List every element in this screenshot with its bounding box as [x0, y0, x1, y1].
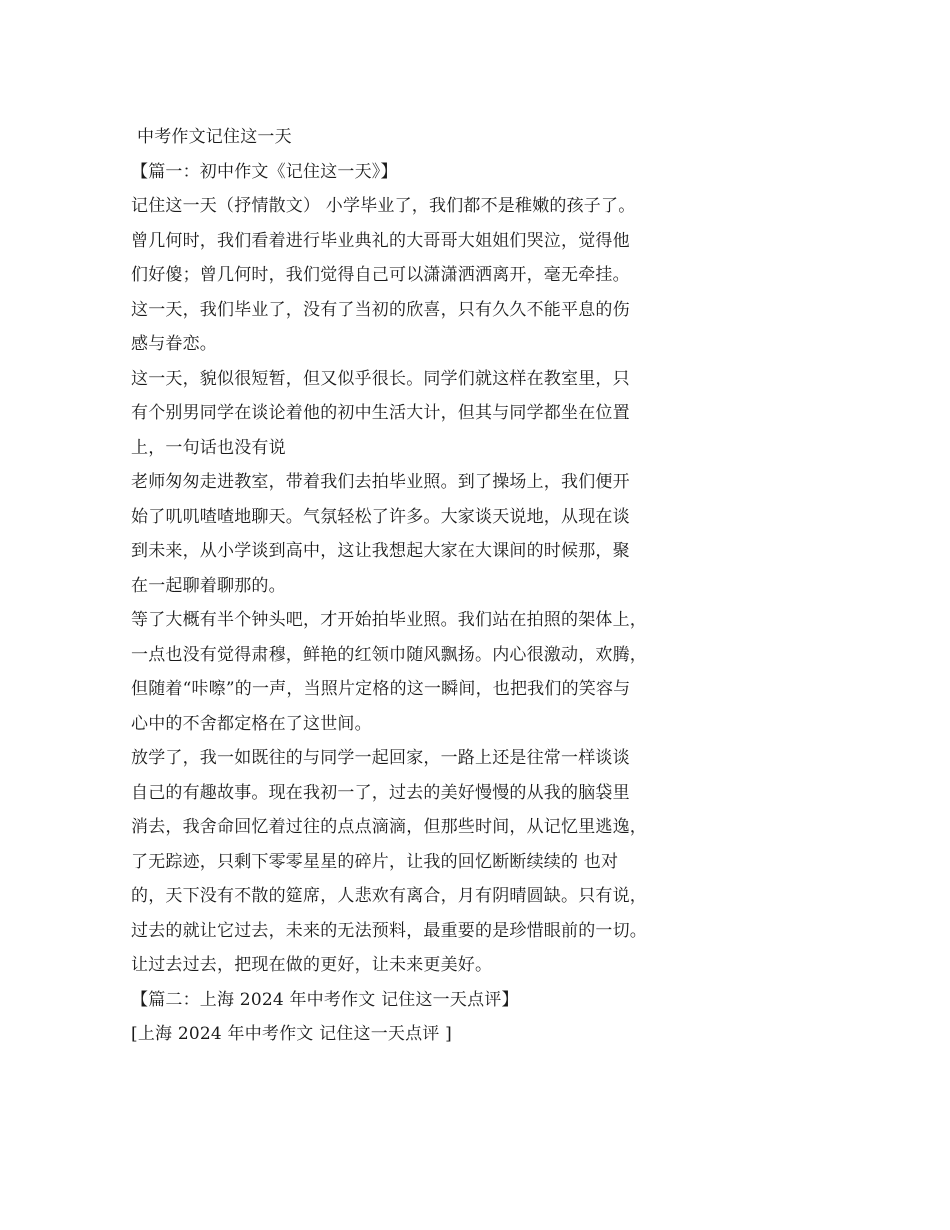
text-line: 这一天，我们毕业了，没有了当初的欣喜，只有久久不能平息的伤: [131, 299, 630, 320]
text-line: 感与眷恋。: [131, 334, 217, 354]
text-line: 等了大概有半个钟头吧，才开始拍毕业照。我们站在拍照的架体上，: [131, 610, 647, 630]
text-line: [上海 2024 年中考作文 记住这一天点评 ]: [131, 1024, 452, 1044]
text-line: 到未来，从小学谈到高中，这让我想起大家在大课间的时候那，聚: [131, 541, 630, 561]
text-line: 一点也没有觉得肃穆，鲜艳的红领巾随风飘扬。内心很激动，欢腾，: [131, 644, 647, 665]
section-heading-1: 【篇一：初中作文《记住这一天》】: [131, 161, 398, 182]
text-line: 让过去过去，把现在做的更好，让未来更美好。: [131, 955, 493, 975]
text-line: 过去的就让它过去，未来的无法预料，最重要的是珍惜眼前的一切。: [131, 920, 647, 941]
text-line: 在一起聊着聊那的。: [131, 575, 286, 596]
text-line: 这一天，貌似很短暂，但又似乎很长。同学们就这样在教室里，只: [131, 368, 630, 389]
text-line: 自己的有趣故事。现在我初一了，过去的美好慢慢的从我的脑袋里: [131, 782, 630, 803]
text-line: 曾几何时，我们看着进行毕业典礼的大哥哥大姐姐们哭泣，觉得他: [131, 230, 630, 251]
document-body: [131, 120, 691, 1052]
text-line: 记住这一天（抒情散文） 小学毕业了，我们都不是稚嫩的孩子了。: [131, 196, 636, 216]
text-line: 但随着“咔嚓”的一声，当照片定格的这一瞬间，也把我们的笑容与: [131, 679, 631, 699]
text-line: 消去，我舍命回忆着过往的点点滴滴，但那些时间，从记忆里逃逸，: [131, 817, 647, 837]
section-heading-2: 【篇二：上海 2024 年中考作文 记住这一天点评】: [131, 989, 519, 1010]
text-line: 上，一句话也没有说: [131, 437, 286, 458]
text-line: 老师匆匆走进教室，带着我们去拍毕业照。到了操场上，我们便开: [131, 472, 630, 492]
text-line: 心中的不舍都定格在了这世间。: [131, 713, 372, 734]
text-line: 们好傻；曾几何时，我们觉得自己可以潇潇洒洒离开，毫无牵挂。: [131, 265, 630, 285]
text-line: 放学了，我一如既往的与同学一起回家，一路上还是往常一样谈谈: [131, 748, 630, 768]
document-title: 中考作文记住这一天: [137, 127, 292, 147]
text-line: 了无踪迹，只剩下零零星星的碎片，让我的回忆断断续续的 也对: [131, 851, 619, 872]
text-line: 始了叽叽喳喳地聊天。气氛轻松了许多。大家谈天说地，从现在谈: [131, 506, 630, 527]
text-line: 有个别男同学在谈论着他的初中生活大计，但其与同学都坐在位置: [131, 403, 630, 423]
text-line: 的，天下没有不散的筵席，人悲欢有离合，月有阴晴圆缺。只有说，: [131, 886, 647, 906]
